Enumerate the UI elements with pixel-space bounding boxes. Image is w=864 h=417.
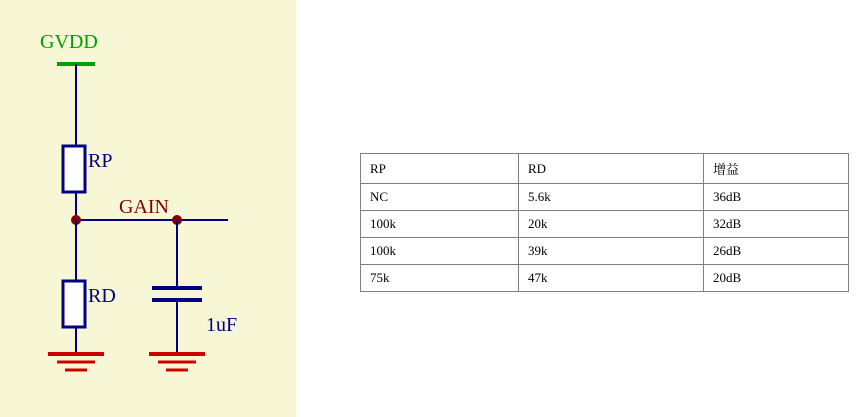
ground-symbol-left [48, 354, 104, 370]
cell-rp: 100k [361, 238, 519, 265]
capacitor-symbol [152, 288, 202, 300]
cell-rp: 75k [361, 265, 519, 292]
column-header-rp: RP [361, 154, 519, 184]
resistor-rp-label: RP [88, 150, 113, 172]
supply-label: GVDD [40, 31, 98, 53]
cell-rp: 100k [361, 211, 519, 238]
cell-rd: 39k [519, 238, 704, 265]
cell-rd: 47k [519, 265, 704, 292]
cell-gain: 20dB [704, 265, 849, 292]
cell-gain: 26dB [704, 238, 849, 265]
table-header-row [361, 154, 849, 184]
table-row [361, 265, 849, 292]
cell-gain: 36dB [704, 184, 849, 211]
ground-symbol-right [149, 354, 205, 370]
resistor-rp-symbol [63, 146, 85, 192]
gain-node-label: GAIN [119, 196, 169, 218]
schematic-drawing [0, 0, 296, 417]
table-row [361, 238, 849, 265]
gain-configuration-table [360, 153, 849, 292]
column-header-rd: RD [519, 154, 704, 184]
cell-rd: 20k [519, 211, 704, 238]
cell-rd: 5.6k [519, 184, 704, 211]
resistor-rd-symbol [63, 281, 85, 327]
schematic-panel [0, 0, 296, 417]
resistor-rd-label: RD [88, 285, 116, 307]
table-row [361, 184, 849, 211]
cell-gain: 32dB [704, 211, 849, 238]
column-header-gain: 增益 [704, 154, 849, 184]
cell-rp: NC [361, 184, 519, 211]
capacitor-label: 1uF [206, 314, 238, 336]
table-row [361, 211, 849, 238]
